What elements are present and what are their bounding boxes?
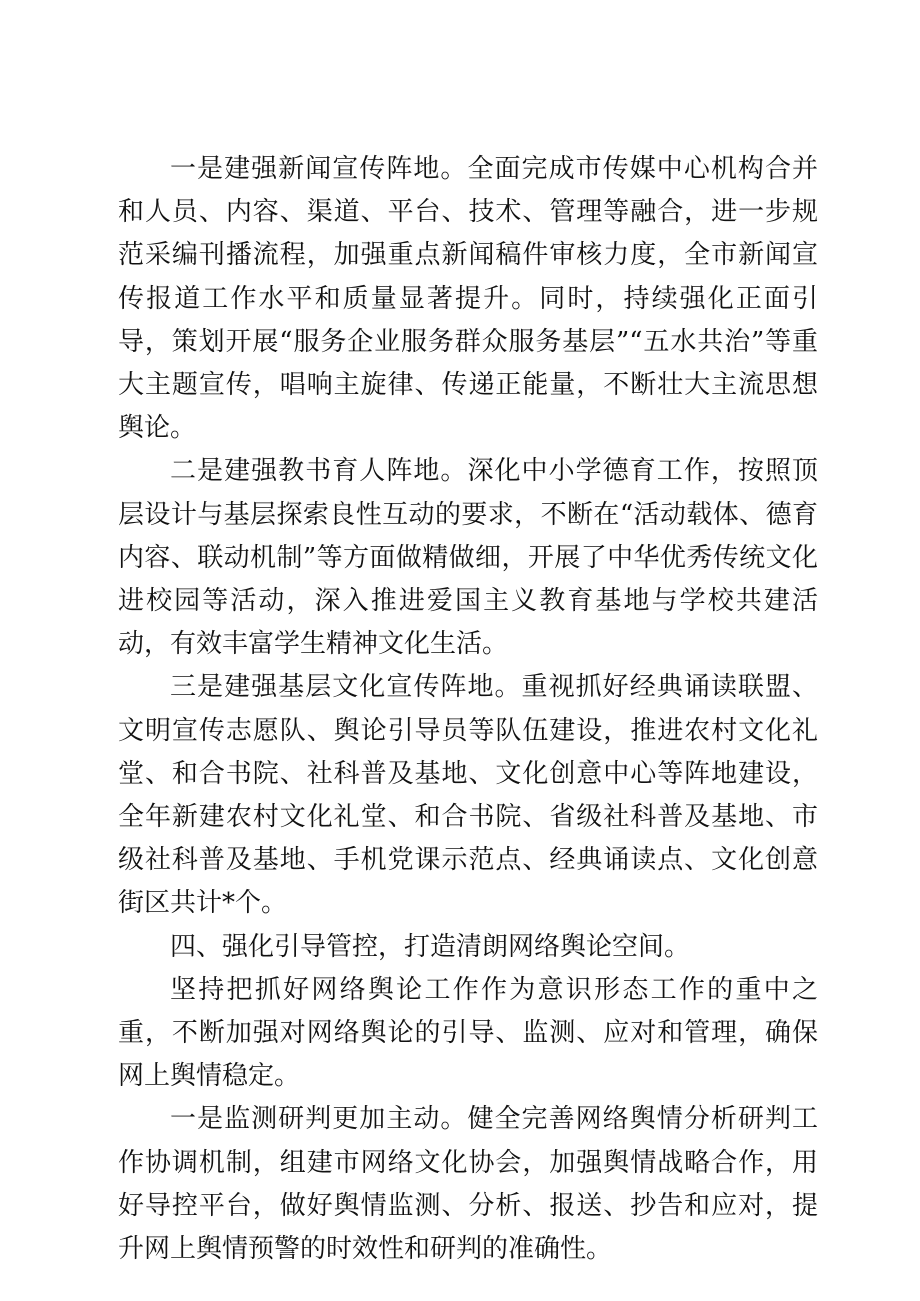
paragraph-grassroots-culture-front: 三是建强基层文化宣传阵地。重视抓好经典诵读联盟、文明宣传志愿队、舆论引导员等队伍建设，推进农村文化礼堂、和合书院、社科普及基地、文化创意中心等阵地建设，全年新建农村文化礼堂、和合书院、省级社科普及基地、市级社科普及基地、手机党课示范点、经典诵读点、文化创意街区共计*个。 [118, 672, 818, 919]
paragraph-education-front: 二是建强教书育人阵地。深化中小学德育工作，按照顶层设计与基层探索良性互动的要求，不断在“活动载体、德育内容、联动机制”等方面做精做细，开展了中华优秀传统文化进校园等活动，深入推进爱国主义教育基地与学校共建活动，有效丰富学生精神文化生活。 [118, 456, 818, 660]
section-heading-online-opinion: 四、强化引导管控，打造清朗网络舆论空间。 [170, 931, 691, 962]
paragraph-monitoring-analysis: 一是监测研判更加主动。健全完善网络舆情分析研判工作协调机制，组建市网络文化协会，加强舆情战略合作，用好导控平台，做好舆情监测、分析、报送、抄告和应对，提升网上舆情预警的时效性和研判的准确性。 [118, 1104, 818, 1265]
paragraph-news-front: 一是建强新闻宣传阵地。全面完成市传媒中心机构合并和人员、内容、渠道、平台、技术、管理等融合，进一步规范采编刊播流程，加强重点新闻稿件审核力度，全市新闻宣传报道工作水平和质量显著提升。同时，持续强化正面引导，策划开展“服务企业服务群众服务基层”“五水共治”等重大主题宣传，唱响主旋律、传递正能量，不断壮大主流思想舆论。 [118, 154, 818, 444]
document-body [118, 148, 818, 1271]
paragraph-online-opinion-intro: 坚持把抓好网络舆论工作作为意识形态工作的重中之重，不断加强对网络舆论的引导、监测、应对和管理，确保网上舆情稳定。 [118, 974, 818, 1092]
